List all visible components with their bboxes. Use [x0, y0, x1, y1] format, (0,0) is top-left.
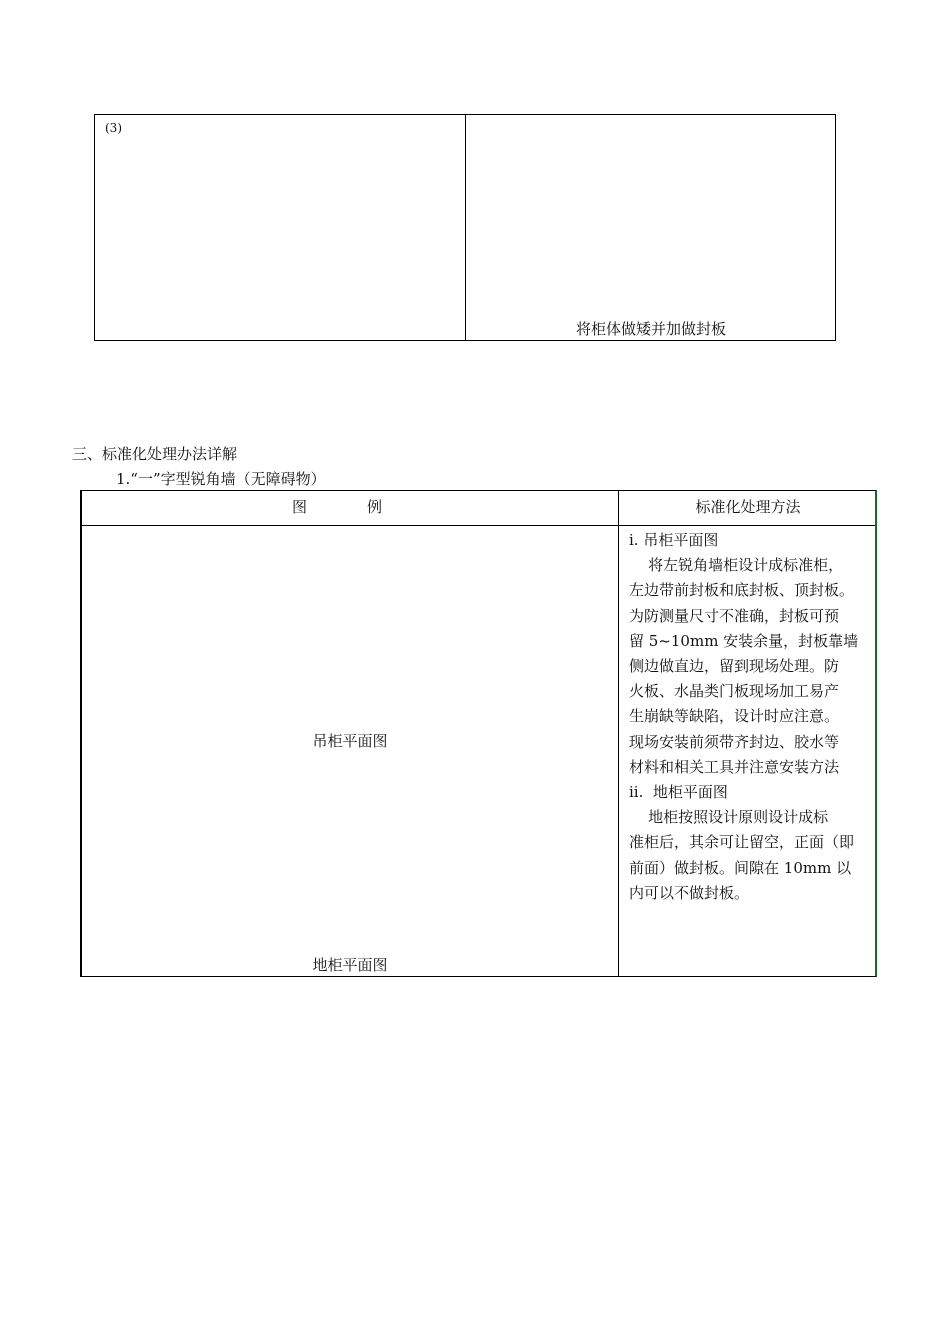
method-line: 生崩缺等缺陷，设计时应注意。	[629, 707, 840, 726]
method-line: 现场安装前须带齐封边、胶水等	[629, 732, 840, 751]
method-line: 留 5~10mm 安装余量，封板靠墙	[629, 631, 859, 650]
method-line: ii. 地柜平面图	[629, 783, 728, 802]
method-line: 准柜后，其余可让留空，正面（即	[629, 833, 855, 852]
header-divider	[82, 525, 875, 526]
diagram-table-top	[94, 114, 836, 341]
method-line: 火板、水晶类门板现场加工易产	[629, 682, 840, 701]
header-legend-char-2: 例	[367, 498, 383, 516]
method-line: 左边带前封板和底封板、顶封板。	[629, 581, 855, 600]
method-line: 地柜按照设计原则设计成标	[629, 808, 829, 827]
column-divider	[618, 491, 619, 976]
method-line: 前面）做封板。间隙在 10mm 以	[629, 858, 852, 877]
caption-hanging-cabinet-plan: 吊柜平面图	[312, 732, 388, 750]
table-divider	[465, 115, 466, 340]
method-line: 将左锐角墙柜设计成标准柜，	[629, 556, 844, 575]
header-method: 标准化处理方法	[695, 498, 801, 516]
method-line: 内可以不做封板。	[629, 883, 750, 902]
method-line: i. 吊柜平面图	[629, 531, 719, 549]
caption-lower-cabinet-sealed: 将柜体做矮并加做封板	[575, 320, 726, 338]
method-line: 材料和相关工具并注意安装方法	[629, 757, 840, 776]
row-number: (3)	[105, 121, 122, 135]
caption-floor-cabinet-plan: 地柜平面图	[312, 956, 388, 974]
standardization-table	[80, 490, 877, 977]
method-line: 侧边做直边，留到现场处理。防	[629, 657, 840, 676]
subsection-heading: 1.“一”字型锐角墙（无障碍物）	[116, 470, 326, 488]
method-line: 为防测量尺寸不准确，封板可预	[629, 606, 840, 625]
method-text	[629, 528, 875, 906]
header-legend	[292, 496, 382, 517]
header-legend-char-1: 图	[292, 498, 308, 516]
section-heading: 三、标准化处理办法详解	[72, 445, 238, 463]
